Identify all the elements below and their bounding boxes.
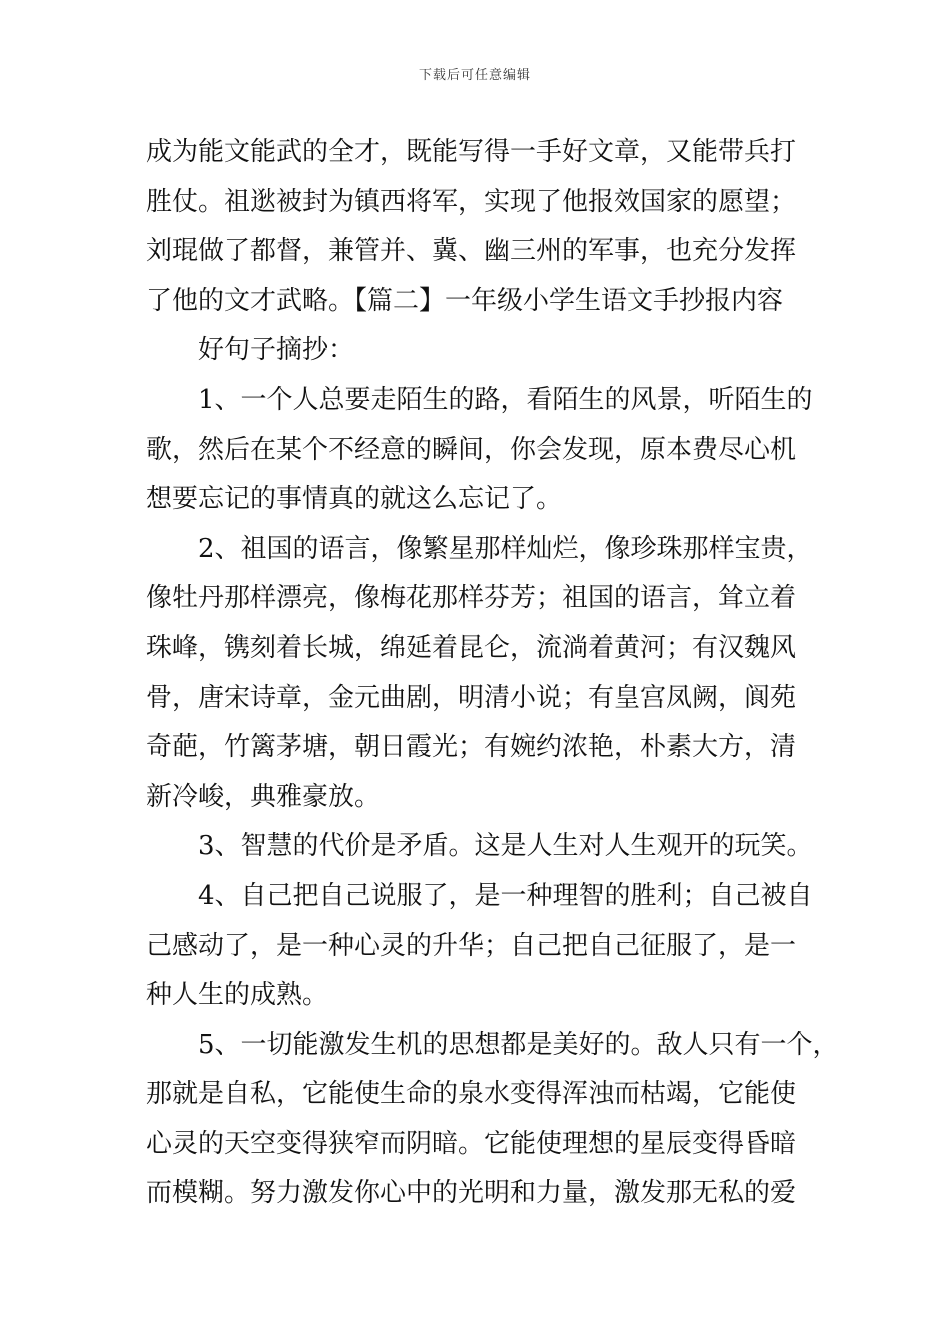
text-line: 想要忘记的事情真的就这么忘记了。 [146, 484, 563, 515]
text-line: 心灵的天空变得狭窄而阴暗。它能使理想的星辰变得昏暗 [146, 1128, 797, 1159]
text-line: 胜仗。祖逖被封为镇西将军，实现了他报效国家的愿望； [146, 186, 797, 217]
text-line: 歌，然后在某个不经意的瞬间，你会发现，原本费尽心机 [146, 434, 797, 465]
text-line: 1、一个人总要走陌生的路，看陌生的风景，听陌生的 [198, 384, 813, 415]
page-header: 下载后可任意编辑 [418, 68, 531, 83]
text-line: 而模糊。努力激发你心中的光明和力量，激发那无私的爱 [146, 1178, 797, 1209]
text-line: 新冷峻，典雅豪放。 [146, 781, 381, 812]
text-line: 奇葩，竹篱茅塘，朝日霞光；有婉约浓艳，朴素大方，清 [146, 732, 797, 763]
text-line: 4、自己把自己说服了，是一种理智的胜利；自己被自 [198, 880, 813, 911]
text-line: 己感动了，是一种心灵的升华；自己把自己征服了，是一 [146, 930, 797, 961]
text-line: 刘琨做了都督，兼管并、冀、幽三州的军事，也充分发挥 [146, 236, 797, 267]
document-body [146, 128, 839, 1219]
text-line: 骨，唐宋诗章，金元曲剧，明清小说；有皇宫凤阙，阆苑 [146, 682, 797, 713]
text-line: 种人生的成熟。 [146, 980, 329, 1011]
text-line: 了他的文才武略。【篇二】一年级小学生语文手抄报内容 [146, 285, 784, 316]
text-line: 3、智慧的代价是矛盾。这是人生对人生观开的玩笑。 [198, 831, 813, 862]
text-line: 那就是自私，它能使生命的泉水变得浑浊而枯竭，它能使 [146, 1079, 797, 1110]
text-line: 像牡丹那样漂亮，像梅花那样芬芳；祖国的语言，耸立着 [146, 583, 797, 614]
text-line: 2、祖国的语言，像繁星那样灿烂，像珍珠那样宝贵， [198, 533, 813, 564]
text-line: 5、一切能激发生机的思想都是美好的。敌人只有一个， [198, 1029, 839, 1060]
section-subheading: 好句子摘抄： [198, 335, 355, 366]
text-line: 珠峰，镌刻着长城，绵延着昆仑，流淌着黄河；有汉魏风 [146, 632, 797, 663]
text-line: 成为能文能武的全才，既能写得一手好文章，又能带兵打 [146, 137, 797, 167]
